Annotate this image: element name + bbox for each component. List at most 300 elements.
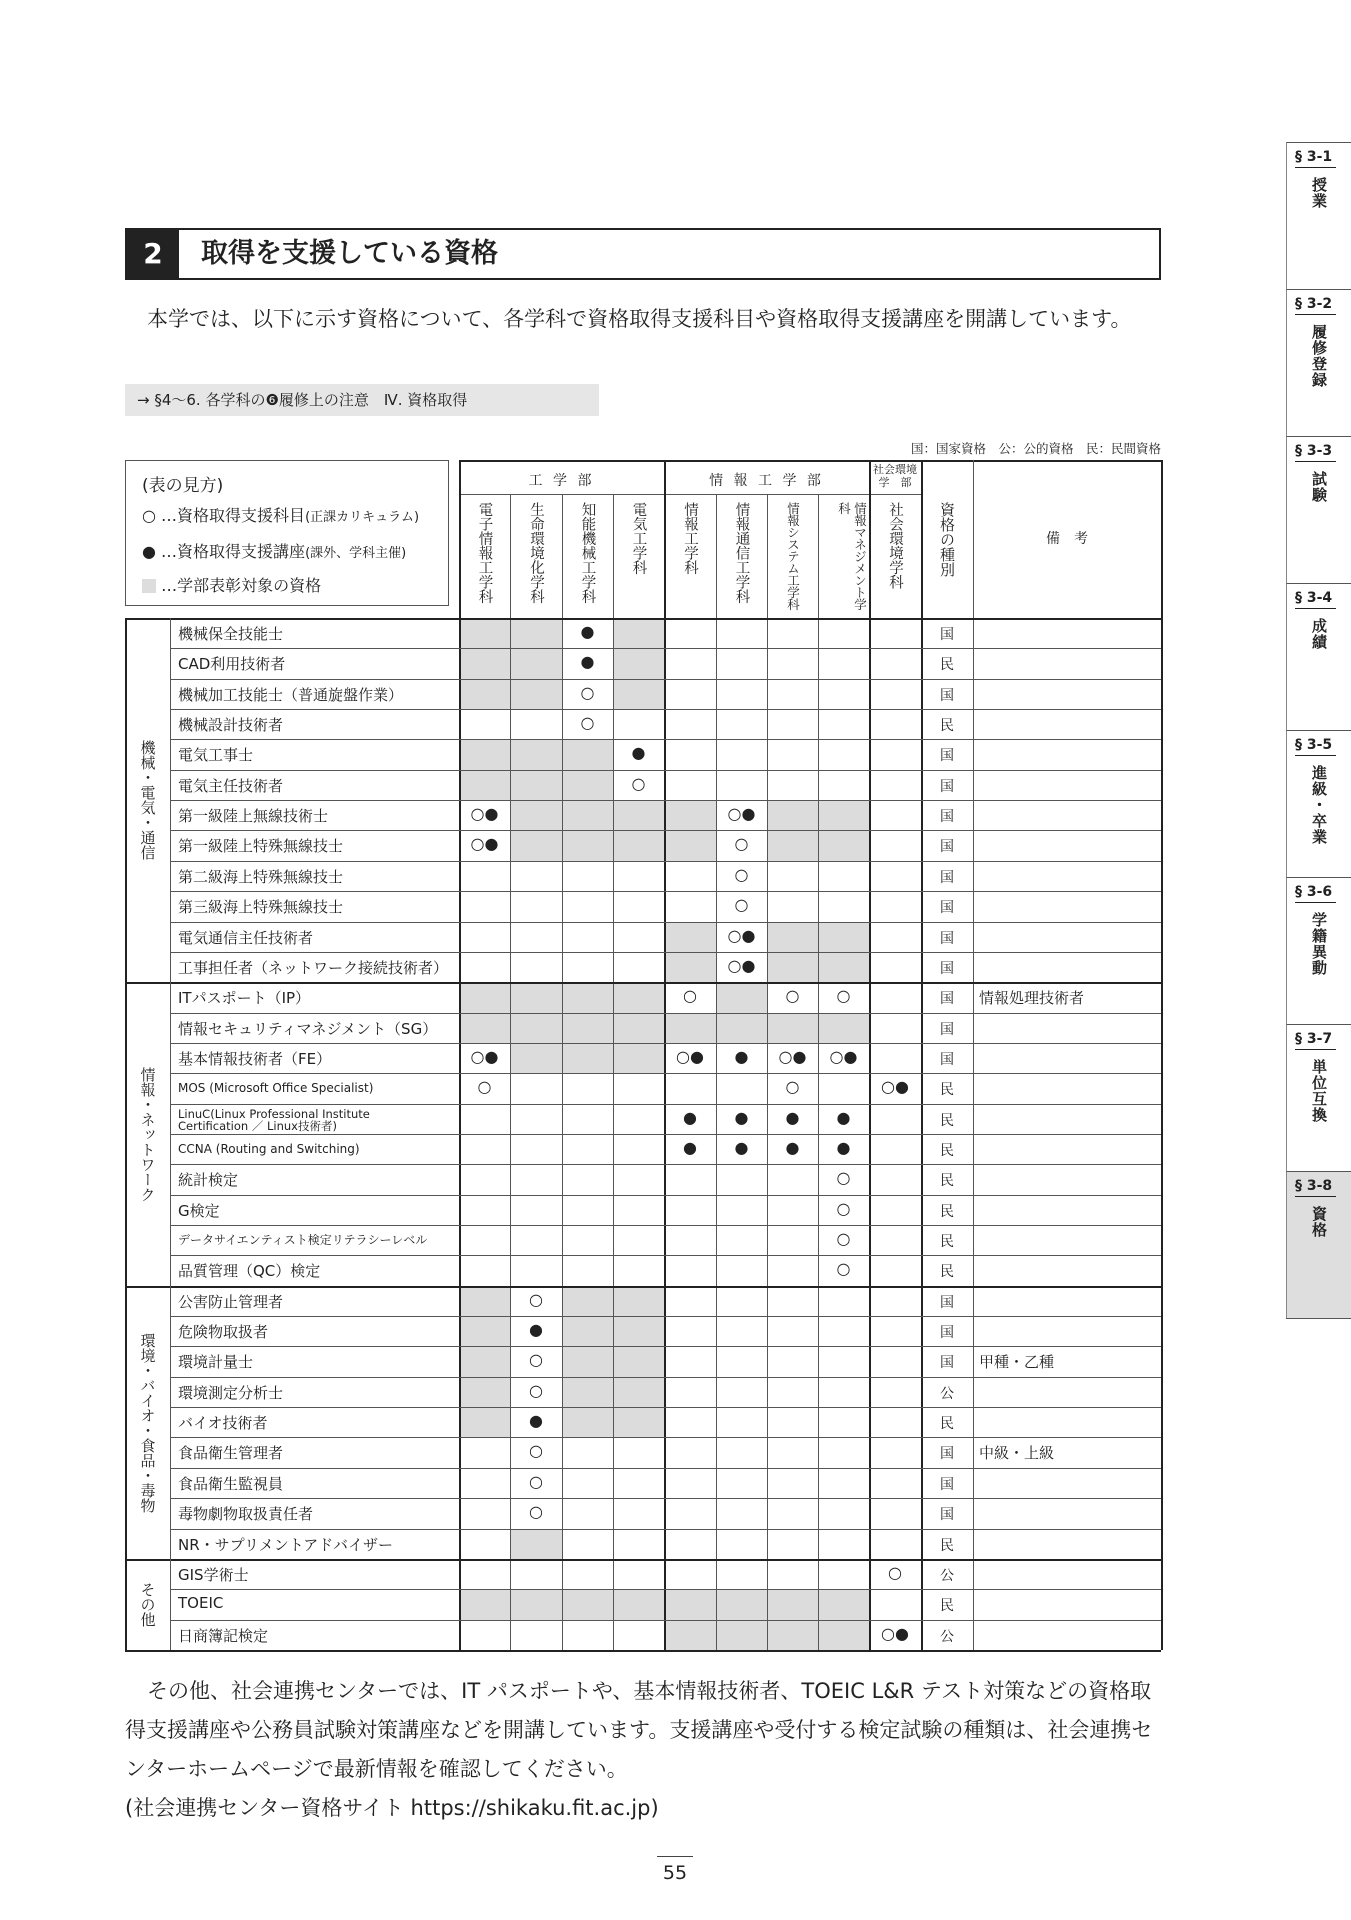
qualification-kind: 民 — [940, 718, 954, 734]
qualification-name: 環境計量士 — [178, 1353, 254, 1371]
shaded-cell — [767, 800, 818, 830]
side-tab-8[interactable] — [1286, 1171, 1351, 1318]
qualification-kind: 国 — [940, 1022, 954, 1038]
shaded-cell — [716, 1589, 767, 1620]
support-mark: ○● — [881, 1624, 909, 1643]
shaded-cell — [459, 770, 510, 800]
note-header: 備 考 — [1046, 531, 1088, 547]
support-mark: ● — [734, 1047, 749, 1066]
grid-line — [170, 1164, 1161, 1165]
shaded-cell — [562, 830, 613, 861]
support-mark: ○ — [734, 895, 749, 914]
kind-header: 資格の種別 — [938, 502, 956, 577]
shaded-cell — [664, 1589, 716, 1620]
grid-line — [170, 1468, 1161, 1469]
support-mark: ○● — [829, 1047, 858, 1066]
qualification-name: NR・サプリメントアドバイザー — [178, 1536, 393, 1554]
qualification-note: 甲種・乙種 — [979, 1353, 1055, 1371]
support-mark: ● — [529, 1320, 543, 1339]
qualification-note: 情報処理技術者 — [979, 989, 1085, 1007]
qualification-kind: 国 — [940, 931, 954, 947]
grid-line — [170, 770, 1161, 771]
category-label: 機械・電気・通信 — [138, 740, 157, 860]
qualification-name: MOS (Microsoft Office Specialist) — [178, 1081, 374, 1095]
support-mark: ○● — [727, 926, 756, 945]
shaded-cell — [459, 648, 510, 679]
qualification-kind: 公 — [940, 1568, 954, 1584]
grid-line — [170, 1437, 1161, 1438]
shaded-cell — [613, 830, 664, 861]
shaded-cell — [767, 1013, 818, 1043]
shaded-cell — [664, 830, 716, 861]
shaded-cell — [459, 679, 510, 709]
grid-line — [818, 494, 819, 1650]
side-tab-number: § 3-4 — [1295, 590, 1333, 606]
shaded-cell — [818, 1589, 869, 1620]
support-mark: ○ — [529, 1290, 543, 1309]
qualification-kind: 民 — [940, 1234, 954, 1250]
grid-line — [125, 1286, 1161, 1288]
dept-header: 情報マネジメント学科 — [836, 502, 868, 610]
qualification-name: 基本情報技術者（FE） — [178, 1050, 332, 1068]
qualification-kind: 国 — [940, 1295, 954, 1311]
grid-line — [170, 1195, 1161, 1196]
shaded-cell — [459, 739, 510, 770]
shaded-cell — [562, 1589, 613, 1620]
grid-line — [170, 1073, 1161, 1074]
support-mark: ○● — [881, 1077, 909, 1096]
support-mark: ○ — [836, 1168, 851, 1187]
grid-line — [170, 1104, 1161, 1105]
qualification-kind: 国 — [940, 627, 954, 643]
grid-line — [170, 618, 171, 1650]
side-tab-7[interactable] — [1286, 1024, 1351, 1171]
shaded-cell — [562, 1043, 613, 1073]
qualification-kind: 民 — [940, 1143, 954, 1159]
grid-line — [125, 618, 1161, 620]
side-tab-number: § 3-2 — [1295, 296, 1333, 312]
shaded-cell — [510, 679, 562, 709]
grid-line — [1161, 460, 1163, 1650]
support-mark: ● — [631, 743, 646, 762]
qualification-kind: 民 — [940, 1113, 954, 1129]
grid-line — [869, 460, 871, 1650]
support-mark: ● — [580, 652, 595, 671]
dept-header: 電子情報工学科 — [476, 502, 493, 604]
grid-line — [170, 830, 1161, 831]
qualification-name: GIS学術士 — [178, 1566, 249, 1584]
qualification-kind: 国 — [940, 961, 954, 977]
shaded-cell — [818, 1620, 869, 1650]
qualification-name: ITパスポート（IP） — [178, 989, 311, 1007]
side-tab-2[interactable] — [1286, 289, 1351, 436]
support-mark: ● — [683, 1108, 697, 1127]
shaded-cell — [562, 1377, 613, 1407]
grid-line — [170, 952, 1161, 953]
section-header — [125, 228, 1161, 280]
qualification-name: 第三級海上特殊無線技士 — [178, 898, 344, 916]
qualification-name: 公害防止管理者 — [178, 1293, 284, 1311]
qualification-name: 電気通信主任技術者 — [178, 929, 314, 947]
shaded-cell — [459, 1286, 510, 1316]
kind-legend: 国：国家資格 公：公的資格 民：民間資格 — [910, 441, 1161, 456]
legend-title: (表の見方) — [142, 476, 224, 496]
category-label: 環境・バイオ・食品・毒物 — [138, 1332, 157, 1513]
qualification-kind: 公 — [940, 1629, 954, 1645]
shaded-cell — [459, 1346, 510, 1377]
legend-shade: …学部表彰対象の資格 — [142, 573, 321, 596]
qualification-kind: 国 — [940, 779, 954, 795]
shaded-cell — [613, 1407, 664, 1437]
qualification-name: CCNA (Routing and Switching) — [178, 1142, 360, 1156]
shade-swatch — [142, 579, 156, 593]
side-tab-label: 成績 — [1310, 618, 1328, 650]
support-mark: ○ — [529, 1472, 543, 1491]
support-mark: ○ — [477, 1077, 492, 1096]
legend-circle: ○ …資格取得支援科目(正課カリキュラム) — [142, 506, 420, 525]
support-mark: ○● — [727, 804, 756, 823]
shaded-cell — [562, 1286, 613, 1316]
shaded-cell — [459, 1013, 510, 1043]
qualification-name: 品質管理（QC）検定 — [178, 1262, 321, 1280]
qualification-name: 食品衛生管理者 — [178, 1444, 284, 1462]
qualification-kind: 国 — [940, 748, 954, 764]
category-label: その他 — [138, 1582, 157, 1627]
qualification-name: 環境測定分析士 — [178, 1384, 284, 1402]
shaded-cell — [459, 1316, 510, 1346]
support-mark: ○● — [676, 1047, 704, 1066]
support-mark: ○ — [734, 834, 749, 853]
shaded-cell — [613, 800, 664, 830]
grid-line — [170, 1013, 1161, 1014]
grid-line — [170, 1377, 1161, 1378]
qualification-name-cont: Certification ／ Linux技術者) — [178, 1119, 337, 1133]
shaded-cell — [664, 800, 716, 830]
qualification-kind: 民 — [940, 1264, 954, 1280]
support-mark: ○● — [470, 834, 499, 853]
shaded-cell — [510, 1043, 562, 1073]
shaded-cell — [613, 1316, 664, 1346]
shaded-cell — [510, 648, 562, 679]
support-mark: ○ — [580, 683, 595, 702]
shaded-cell — [510, 770, 562, 800]
qualification-name: 第一級陸上特殊無線技士 — [178, 837, 344, 855]
outro-text — [125, 1672, 1161, 1828]
shaded-cell — [818, 800, 869, 830]
qualification-kind: 国 — [940, 1355, 954, 1371]
qualification-name: 第一級陸上無線技術士 — [178, 807, 329, 825]
grid-line — [170, 891, 1161, 892]
shaded-cell — [767, 1589, 818, 1620]
dept-header: 社会環境学科 — [887, 502, 903, 589]
support-mark: ○ — [734, 865, 749, 884]
qualification-name: 危険物取扱者 — [178, 1323, 269, 1341]
grid-line — [170, 648, 1161, 649]
grid-line — [716, 494, 717, 1650]
shaded-cell — [510, 618, 562, 648]
shaded-cell — [613, 982, 664, 1013]
shaded-cell — [818, 1013, 869, 1043]
shaded-cell — [510, 982, 562, 1013]
qualification-kind: 国 — [940, 1446, 954, 1462]
qualification-kind: 国 — [940, 900, 954, 916]
support-mark: ● — [734, 1108, 749, 1127]
reference-link[interactable]: → §4〜6. 各学科の❻履修上の注意 Ⅳ. 資格取得 — [125, 384, 599, 416]
support-mark: ○● — [470, 1047, 499, 1066]
shaded-cell — [613, 1043, 664, 1073]
grid-line — [170, 1498, 1161, 1499]
section-title: 取得を支援している資格 — [201, 238, 498, 269]
shaded-cell — [716, 982, 767, 1013]
outro-paragraph: その他、社会連携センターでは、IT パスポートや、基本情報技術者、TOEIC L&R テスト対策などの資格取得支援講座や公務員試験対策講座などを開講しています。支援講座や受付する検定試験の種類は、社会連携センターホームページで最新情報を確認してください。 — [125, 1679, 1153, 1781]
qualification-kind: 民 — [940, 1416, 954, 1432]
grid-line — [170, 1316, 1161, 1317]
shaded-cell — [510, 1529, 562, 1559]
support-mark: ○ — [529, 1381, 543, 1400]
side-tab-number: § 3-1 — [1295, 149, 1333, 165]
dept-header: 知能機械工学科 — [579, 502, 596, 604]
support-mark: ○ — [888, 1563, 902, 1582]
table-legend — [125, 460, 449, 606]
qualification-kind: 民 — [940, 657, 954, 673]
grid-line — [459, 460, 1161, 462]
shaded-cell — [716, 1013, 767, 1043]
qualification-name: LinuC(Linux Professional Institute — [178, 1107, 370, 1121]
shaded-cell — [818, 922, 869, 952]
section-tabs — [1286, 142, 1351, 1319]
shaded-cell — [459, 1589, 510, 1620]
side-tab-label: 進級・卒業 — [1310, 765, 1328, 845]
qualification-kind: 民 — [940, 1598, 954, 1614]
legend-dot: ● …資格取得支援講座(課外、学科主催) — [142, 542, 407, 561]
qualification-kind: 国 — [940, 870, 954, 886]
shaded-cell — [613, 1013, 664, 1043]
qualification-name: 統計検定 — [178, 1171, 239, 1189]
shaded-cell — [459, 982, 510, 1013]
support-mark: ○ — [580, 713, 595, 732]
grid-line — [170, 1043, 1161, 1044]
shaded-cell — [767, 830, 818, 861]
qualification-kind: 民 — [940, 1204, 954, 1220]
shaded-cell — [818, 830, 869, 861]
grid-line — [125, 618, 127, 1650]
qualification-name: 電気主任技術者 — [178, 777, 284, 795]
qualification-name: 情報セキュリティマネジメント（SG） — [178, 1020, 438, 1038]
support-mark: ○● — [727, 956, 756, 975]
shaded-cell — [459, 1377, 510, 1407]
support-mark: ○ — [683, 986, 697, 1005]
dept-group-header: 情 報 工 学 部 — [709, 473, 824, 489]
qualification-name: 機械加工技能士（普通旋盤作業） — [178, 686, 404, 704]
shaded-cell — [562, 800, 613, 830]
grid-line — [170, 1529, 1161, 1530]
section-number: 2 — [127, 230, 179, 278]
grid-line — [170, 1407, 1161, 1408]
grid-line — [125, 982, 1161, 984]
grid-line — [170, 1620, 1161, 1621]
shaded-cell — [664, 952, 716, 982]
qualification-name: 機械設計技術者 — [178, 716, 284, 734]
grid-line — [767, 494, 768, 1650]
grid-line — [459, 494, 921, 495]
shaded-cell — [613, 1346, 664, 1377]
qualification-kind: 国 — [940, 688, 954, 704]
qualification-kind: 国 — [940, 1325, 954, 1341]
side-tab-label: 単位互換 — [1310, 1059, 1328, 1123]
shaded-cell — [562, 982, 613, 1013]
support-mark: ● — [836, 1138, 851, 1157]
page-number: 55 — [655, 1862, 695, 1884]
shaded-cell — [613, 1286, 664, 1316]
side-tab-number: § 3-5 — [1295, 737, 1333, 753]
shaded-cell — [767, 922, 818, 952]
dept-group-header: 社会環境学 部 — [873, 463, 917, 489]
qualification-name: TOEIC — [178, 1594, 224, 1612]
qualification-kind: 民 — [940, 1173, 954, 1189]
grid-line — [125, 1650, 1161, 1652]
shaded-cell — [562, 770, 613, 800]
grid-line — [170, 1225, 1161, 1226]
shaded-cell — [613, 1589, 664, 1620]
shaded-cell — [459, 618, 510, 648]
shaded-cell — [562, 1346, 613, 1377]
qualification-kind: 国 — [940, 1052, 954, 1068]
support-mark: ● — [683, 1138, 697, 1157]
support-mark: ○● — [470, 804, 499, 823]
side-tab-label: 学籍異動 — [1310, 912, 1328, 976]
grid-line — [170, 709, 1161, 710]
shaded-cell — [510, 739, 562, 770]
support-mark: ○ — [529, 1441, 543, 1460]
shaded-cell — [767, 952, 818, 982]
intro-text: 本学では、以下に示す資格について、各学科で資格取得支援科目や資格取得支援講座を開講しています。 — [147, 307, 1132, 331]
qualification-name: G検定 — [178, 1202, 220, 1220]
shaded-cell — [613, 648, 664, 679]
dept-group-header: 工 学 部 — [528, 473, 595, 489]
grid-line — [170, 739, 1161, 740]
side-tab-number: § 3-3 — [1295, 443, 1333, 459]
qualification-kind: 民 — [940, 1082, 954, 1098]
side-tab-1[interactable] — [1286, 142, 1351, 289]
qualification-name: 機械保全技能士 — [178, 625, 284, 643]
qualification-name: 電気工事士 — [178, 746, 254, 764]
qualification-name: 食品衛生監視員 — [178, 1475, 284, 1493]
support-mark: ○ — [785, 1077, 800, 1096]
shaded-cell — [459, 1407, 510, 1437]
support-mark: ○ — [836, 1229, 851, 1248]
category-label: 情報・ネットワーク — [138, 1066, 157, 1202]
grid-line — [170, 1589, 1161, 1590]
grid-line — [973, 460, 974, 1650]
support-mark: ○ — [785, 986, 800, 1005]
side-tab-5[interactable] — [1286, 730, 1351, 877]
support-mark: ● — [836, 1108, 851, 1127]
dept-header: 情報工学科 — [682, 502, 698, 575]
support-mark: ○ — [836, 1199, 851, 1218]
grid-line — [170, 1255, 1161, 1256]
qualification-kind: 国 — [940, 1507, 954, 1523]
shaded-cell — [613, 1377, 664, 1407]
qualification-kind: 公 — [940, 1386, 954, 1402]
qualification-kind: 国 — [940, 1477, 954, 1493]
grid-line — [170, 800, 1161, 801]
support-mark: ○ — [631, 774, 646, 793]
support-mark: ○ — [836, 986, 851, 1005]
shaded-cell — [613, 679, 664, 709]
qualification-name: 毒物劇物取扱責任者 — [178, 1505, 314, 1523]
qualification-kind: 国 — [940, 839, 954, 855]
shaded-cell — [664, 922, 716, 952]
qualification-kind: 国 — [940, 991, 954, 1007]
side-tab-3[interactable] — [1286, 436, 1351, 583]
qualification-note: 中級・上級 — [979, 1444, 1055, 1462]
grid-line — [125, 1559, 1161, 1561]
shaded-cell — [716, 1620, 767, 1650]
support-mark: ○ — [529, 1502, 543, 1521]
dept-header: 電気工学科 — [630, 502, 647, 575]
side-tab-number: § 3-6 — [1295, 884, 1333, 900]
grid-line — [170, 1134, 1161, 1135]
side-tab-number: § 3-8 — [1295, 1178, 1333, 1194]
side-tab-label: 履修登録 — [1310, 324, 1328, 388]
side-tab-label: 資格 — [1310, 1206, 1328, 1238]
side-tab-label: 試験 — [1310, 471, 1328, 503]
shaded-cell — [562, 739, 613, 770]
grid-line — [613, 494, 614, 1650]
qualification-name: 工事担任者（ネットワーク接続技術者） — [178, 959, 449, 977]
grid-line — [170, 861, 1161, 862]
support-mark: ● — [785, 1138, 800, 1157]
shaded-cell — [562, 1316, 613, 1346]
grid-line — [170, 922, 1161, 923]
shaded-cell — [613, 618, 664, 648]
support-mark: ○● — [778, 1047, 807, 1066]
side-tab-label: 授業 — [1310, 177, 1328, 209]
side-tab-number: § 3-7 — [1295, 1031, 1333, 1047]
qualification-name: 第二級海上特殊無線技士 — [178, 868, 344, 886]
shaded-cell — [510, 1013, 562, 1043]
qualification-name: データサイエンティスト検定リテラシーレベル — [178, 1233, 428, 1247]
shaded-cell — [818, 952, 869, 982]
qualification-name: CAD利用技術者 — [178, 655, 286, 673]
shaded-cell — [767, 1620, 818, 1650]
shaded-cell — [510, 1589, 562, 1620]
dept-header: 情報通信工学科 — [733, 502, 750, 604]
grid-line — [170, 1346, 1161, 1347]
support-mark: ○ — [529, 1350, 543, 1369]
outro-url: (社会連携センター資格サイト https://shikaku.fit.ac.jp) — [125, 1796, 659, 1820]
shaded-cell — [510, 800, 562, 830]
shaded-cell — [510, 830, 562, 861]
support-mark: ○ — [836, 1259, 851, 1278]
qualification-name: 日商簿記検定 — [178, 1627, 269, 1645]
dept-header: 生命環境化学科 — [528, 502, 544, 604]
dept-header: 情報システム工学科 — [785, 502, 801, 610]
shaded-cell — [664, 1013, 716, 1043]
support-mark: ● — [785, 1108, 800, 1127]
support-mark: ● — [529, 1411, 543, 1430]
grid-line — [170, 679, 1161, 680]
side-tab-4[interactable] — [1286, 583, 1351, 730]
qualification-kind: 国 — [940, 809, 954, 825]
side-tab-6[interactable] — [1286, 877, 1351, 1024]
shaded-cell — [664, 1620, 716, 1650]
support-mark: ● — [580, 622, 595, 641]
shaded-cell — [562, 1407, 613, 1437]
shaded-cell — [562, 1013, 613, 1043]
qualification-kind: 民 — [940, 1538, 954, 1554]
qualification-name: バイオ技術者 — [178, 1414, 268, 1432]
